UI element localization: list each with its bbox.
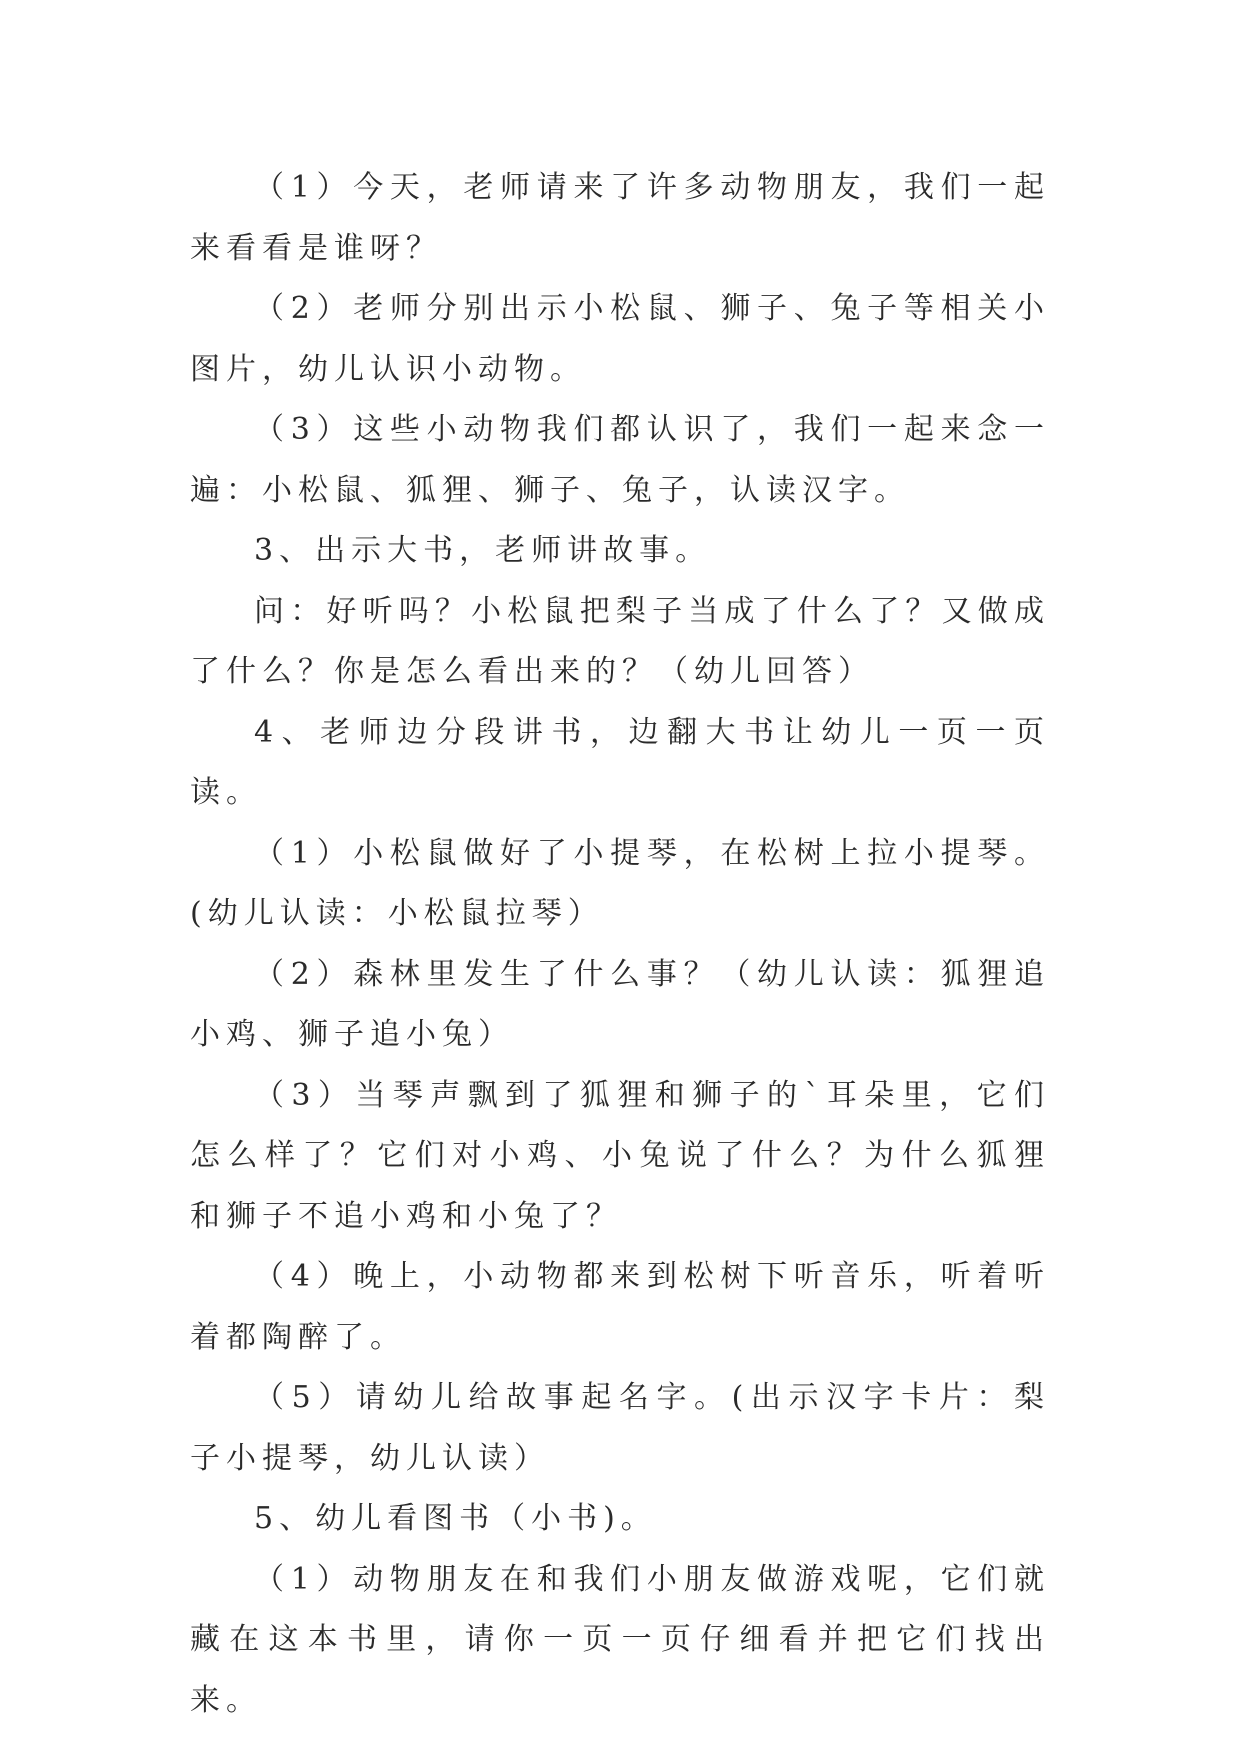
paragraph-step-4: 4、老师边分段讲书，边翻大书让幼儿一页一页读。 bbox=[190, 714, 1050, 810]
paragraph-find-animals: （1）动物朋友在和我们小朋友做游戏呢，它们就藏在这本书里，请你一页一页仔细看并把它们找出来。 bbox=[190, 1561, 1050, 1718]
paragraph-step-3: 3、出示大书，老师讲故事。 bbox=[254, 533, 712, 568]
paragraph-forest: （2）森林里发生了什么事？（幼儿认读：狐狸追小鸡、狮子追小兔） bbox=[190, 956, 1050, 1052]
paragraph-naming: （5）请幼儿给故事起名字。(出示汉字卡片：梨子小提琴，幼儿认读） bbox=[190, 1380, 1050, 1476]
paragraph-question: 问：好听吗？小松鼠把梨子当成了什么了？又做成了什么？你是怎么看出来的？（幼儿回答） bbox=[190, 593, 1050, 689]
paragraph-read-names: （3）这些小动物我们都认识了，我们一起来念一遍：小松鼠、狐狸、狮子、兔子，认读汉字。 bbox=[190, 412, 1050, 508]
paragraph-intro-question: （1）今天，老师请来了许多动物朋友，我们一起来看看是谁呀？ bbox=[190, 170, 1050, 266]
paragraph-violin: （1）小松鼠做好了小提琴，在松树上拉小提琴。(幼儿认读：小松鼠拉琴） bbox=[190, 835, 1050, 931]
paragraph-step-5: 5、幼儿看图书（小书)。 bbox=[254, 1501, 657, 1536]
paragraph-evening: （4）晚上，小动物都来到松树下听音乐，听着听着都陶醉了。 bbox=[190, 1259, 1050, 1355]
document-body bbox=[190, 158, 1050, 1731]
paragraph-music: （3）当琴声飘到了狐狸和狮子的`耳朵里，它们怎么样了？它们对小鸡、小兔说了什么？为什么狐狸和狮子不追小鸡和小兔了？ bbox=[190, 1077, 1050, 1234]
paragraph-show-pictures: （2）老师分别出示小松鼠、狮子、兔子等相关小图片，幼儿认识小动物。 bbox=[190, 291, 1050, 387]
